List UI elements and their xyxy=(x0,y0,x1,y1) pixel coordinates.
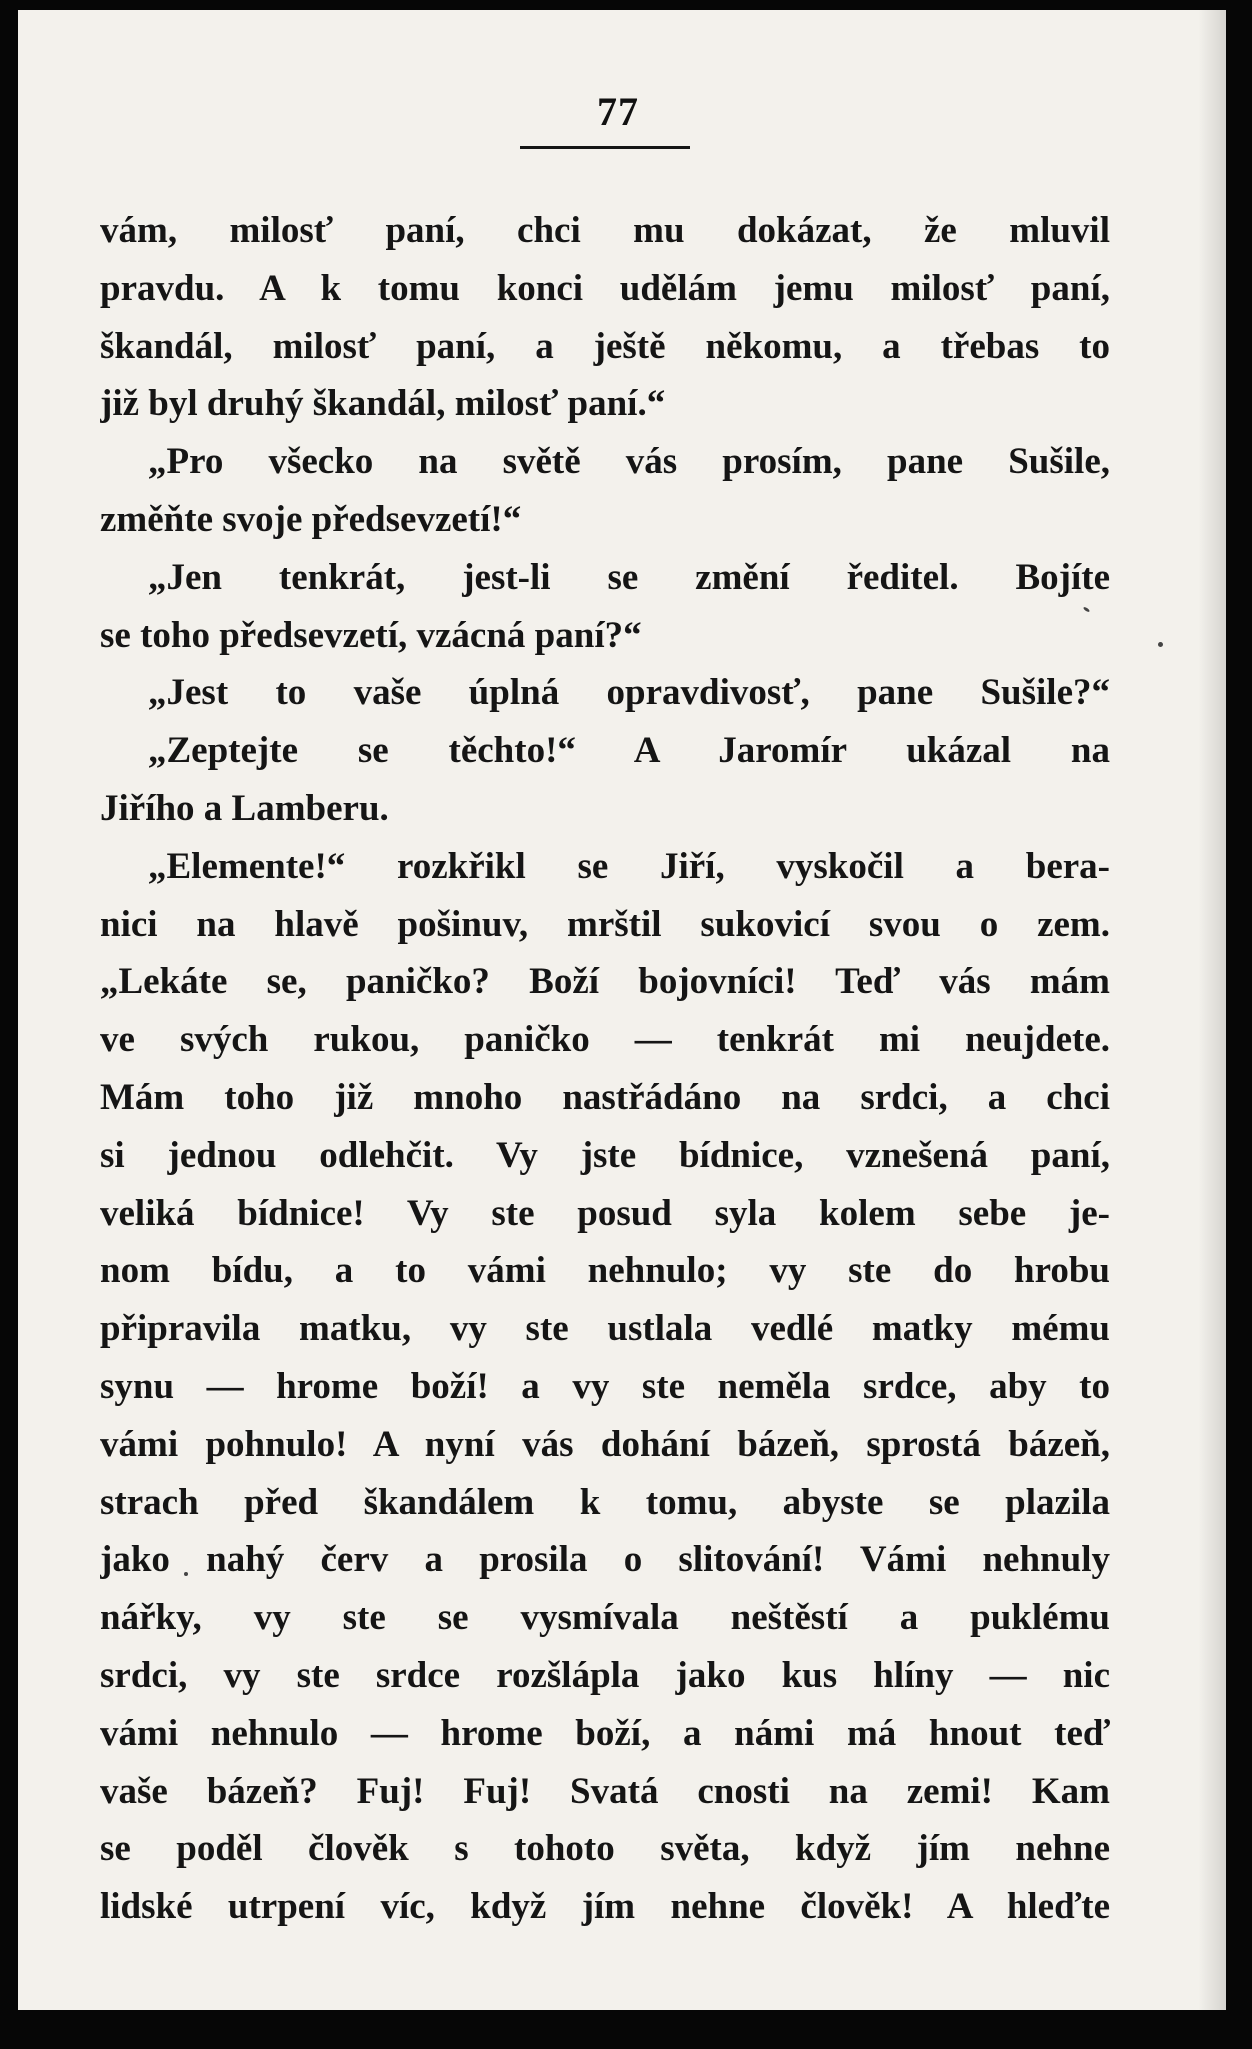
text-line: nom bídu, a to vámi nehnulo; vy ste do hrobu xyxy=(100,1250,1110,1292)
text-line: již byl druhý škandál, milosť paní.“ xyxy=(100,383,666,425)
text-line: strach před škandálem k tomu, abyste se plazila xyxy=(100,1481,1110,1523)
text-line: synu — hrome boží! a vy ste neměla srdce, aby to xyxy=(100,1365,1110,1407)
text-line: nářky, vy ste se vysmívala neštěstí a puklému xyxy=(100,1597,1110,1639)
text-line: si jednou odlehčit. Vy jste bídnice, vznešená paní, xyxy=(100,1134,1110,1176)
page-number: 77 xyxy=(597,89,639,134)
text-line: „Lekáte se, paničko? Boží bojovníci! Teď vás mám xyxy=(100,961,1110,1003)
text-line: se poděl člověk s tohoto světa, když jím nehne xyxy=(100,1828,1110,1870)
text-line: změňte svoje předsevzetí!“ xyxy=(100,498,522,540)
text-line: „Elemente!“ rozkřikl se Jiří, vyskočil a bera- xyxy=(148,845,1110,887)
text-line: nici na hlavě pošinuv, mrštil sukovicí svou o zem. xyxy=(100,903,1110,945)
body-text xyxy=(100,202,1110,1936)
text-line: „Jest to vaše úplná opravdivosť, pane Sušile?“ xyxy=(148,672,1110,714)
text-line: Mám toho již mnoho nastřádáno na srdci, a chci xyxy=(100,1076,1110,1118)
page-edge-shadow xyxy=(1198,10,1226,2010)
text-line: škandál, milosť paní, a ještě někomu, a třebas to xyxy=(100,325,1110,367)
text-line: se toho předsevzetí, vzácná paní?“ xyxy=(100,614,642,656)
text-line: ve svých rukou, paničko — tenkrát mi neujdete. xyxy=(100,1019,1110,1061)
text-line: lidské utrpení víc, když jím nehne člověk! A hleďte xyxy=(100,1886,1110,1928)
text-line: „Jen tenkrát, jest-li se změní ředitel. Bojíte xyxy=(148,556,1110,598)
text-line: jako nahý červ a prosila o slitování! Vámi nehnuly xyxy=(100,1539,1110,1581)
text-line: srdci, vy ste srdce rozšlápla jako kus hlíny — nic xyxy=(100,1654,1110,1696)
text-line: veliká bídnice! Vy ste posud syla kolem sebe je- xyxy=(100,1192,1110,1234)
paper-speck xyxy=(1158,642,1163,647)
text-line: pravdu. A k tomu konci udělám jemu milosť paní, xyxy=(100,267,1110,309)
text-line: Jiřího a Lamberu. xyxy=(100,787,389,829)
page-number-rule xyxy=(520,146,690,149)
text-line: „Zeptejte se těchto!“ A Jaromír ukázal na xyxy=(148,730,1110,772)
book-page xyxy=(18,10,1226,2010)
text-line: vámi nehnulo — hrome boží, a námi má hnout teď xyxy=(100,1712,1110,1754)
text-line: vám, milosť paní, chci mu dokázat, že mluvil xyxy=(100,210,1110,251)
text-line: připravila matku, vy ste ustlala vedlé matky mému xyxy=(100,1308,1110,1350)
text-line: vámi pohnulo! A nyní vás dohání bázeň, sprostá bázeň, xyxy=(100,1423,1110,1465)
text-line: vaše bázeň? Fuj! Fuj! Svatá cnosti na zemi! Kam xyxy=(100,1770,1110,1812)
text-line: „Pro všecko na světě vás prosím, pane Sušile, xyxy=(148,441,1110,483)
